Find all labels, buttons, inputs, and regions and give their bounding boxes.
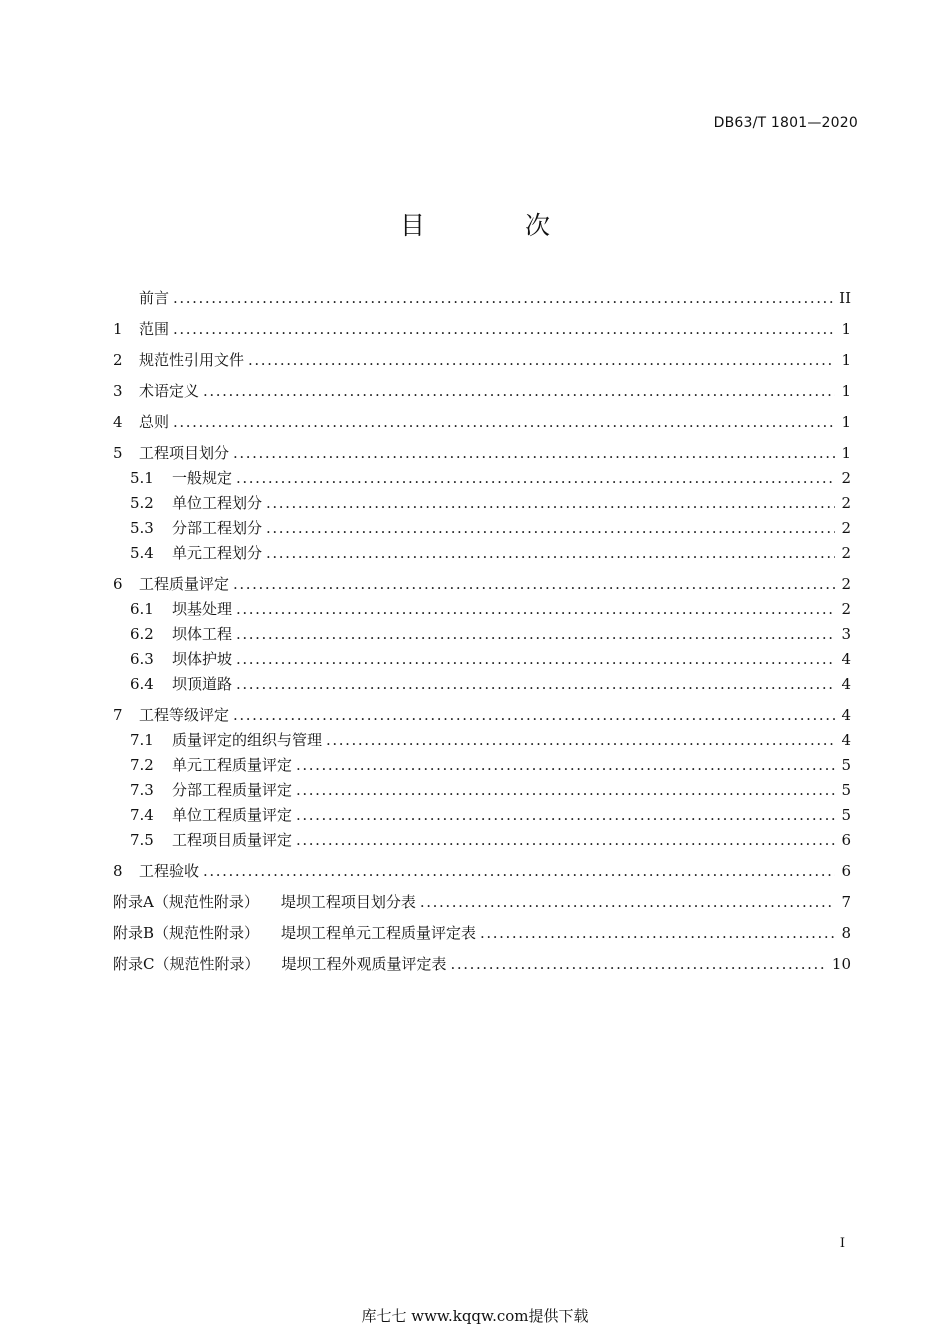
toc-entry-number: 3 <box>113 382 123 400</box>
toc-dot-leader <box>236 622 835 647</box>
toc-entry-number: 5.4 <box>130 544 154 562</box>
toc-entry-number: 7.2 <box>130 756 154 774</box>
toc-entry[interactable] <box>113 647 851 672</box>
toc-entry[interactable] <box>113 703 851 728</box>
toc-entry-label: 工程等级评定 <box>139 706 230 724</box>
toc-entry-label: 工程验收 <box>139 862 200 880</box>
toc-entry-number: 5.1 <box>130 469 154 487</box>
toc-entry-label: 分部工程质量评定 <box>172 781 293 799</box>
toc-title: 目 次 <box>400 211 596 240</box>
toc-entry-number: 7.5 <box>130 831 154 849</box>
toc-entry-page: II <box>839 289 851 307</box>
toc-entry-page: 4 <box>841 650 851 668</box>
toc-dot-leader <box>296 828 835 853</box>
toc-entry-label: 分部工程划分 <box>172 519 263 537</box>
toc-entry-label: 前言 <box>139 289 170 307</box>
footer-download-note: 库七七 www.kqqw.com提供下载 <box>361 1307 589 1325</box>
toc-entry[interactable] <box>113 286 851 311</box>
toc-entry-number: 6.2 <box>130 625 154 643</box>
toc-entry-page: 2 <box>841 544 851 562</box>
toc-entry-label: 堤坝工程外观质量评定表 <box>281 955 447 973</box>
toc-entry-page: 2 <box>841 600 851 618</box>
toc-entry-label: 堤坝工程项目划分表 <box>280 893 416 911</box>
toc-entry-label: 工程质量评定 <box>139 575 230 593</box>
toc-entry-number: 6.3 <box>130 650 154 668</box>
toc-dot-leader <box>203 859 835 884</box>
toc-entry[interactable] <box>113 803 851 828</box>
toc-entry[interactable] <box>113 672 851 697</box>
toc-entry-page: 5 <box>841 806 851 824</box>
toc-entry-label: 坝顶道路 <box>172 675 233 693</box>
toc-entry-label: 坝体工程 <box>172 625 233 643</box>
toc-entry-number: 5 <box>113 444 123 462</box>
toc-dot-leader <box>236 647 835 672</box>
toc-entry[interactable] <box>113 317 851 342</box>
toc-entry-number: 6 <box>113 575 123 593</box>
toc-dot-leader <box>266 516 835 541</box>
toc-entry[interactable] <box>113 516 851 541</box>
toc-entry-label: 单元工程质量评定 <box>172 756 293 774</box>
toc-entry-page: 1 <box>841 444 851 462</box>
toc-dot-leader <box>173 286 833 311</box>
toc-entry-page: 4 <box>841 675 851 693</box>
toc-dot-leader <box>233 703 835 728</box>
toc-entry-number: 6.1 <box>130 600 154 618</box>
toc-entry-number: 5.3 <box>130 519 154 537</box>
toc-entry-label: 单位工程划分 <box>172 494 263 512</box>
toc-entry-label: 单元工程划分 <box>172 544 263 562</box>
toc-entry-label: 工程项目划分 <box>139 444 230 462</box>
toc-entry-page: 2 <box>841 519 851 537</box>
toc-dot-leader <box>420 890 835 915</box>
toc-entry[interactable] <box>113 828 851 853</box>
toc-entry[interactable] <box>113 466 851 491</box>
table-of-contents <box>113 286 851 977</box>
toc-dot-leader <box>233 441 835 466</box>
toc-entry-page: 2 <box>841 494 851 512</box>
toc-entry-page: 4 <box>841 731 851 749</box>
toc-entry-page: 1 <box>841 351 851 369</box>
toc-entry-number: 1 <box>113 320 123 338</box>
toc-entry-number: 7 <box>113 706 123 724</box>
toc-dot-leader <box>173 410 835 435</box>
toc-dot-leader <box>203 379 835 404</box>
toc-entry-number: 5.2 <box>130 494 154 512</box>
toc-entry-number: 附录A（规范性附录） <box>113 893 259 911</box>
toc-dot-leader <box>236 466 835 491</box>
toc-entry-number: 2 <box>113 351 123 369</box>
toc-entry[interactable] <box>113 952 851 977</box>
toc-entry-label: 规范性引用文件 <box>139 351 245 369</box>
toc-entry-number: 4 <box>113 413 123 431</box>
toc-entry-page: 1 <box>841 413 851 431</box>
toc-entry-page: 3 <box>841 625 851 643</box>
toc-dot-leader <box>296 803 835 828</box>
toc-entry-number: 7.1 <box>130 731 154 749</box>
toc-entry-number: 附录C（规范性附录） <box>113 955 260 973</box>
toc-dot-leader <box>326 728 835 753</box>
toc-entry[interactable] <box>113 921 851 946</box>
toc-dot-leader <box>236 672 835 697</box>
toc-entry-label: 单位工程质量评定 <box>172 806 293 824</box>
toc-dot-leader <box>233 572 835 597</box>
toc-entry[interactable] <box>113 753 851 778</box>
toc-entry[interactable] <box>113 410 851 435</box>
toc-entry[interactable] <box>113 379 851 404</box>
toc-entry-page: 7 <box>841 893 851 911</box>
toc-entry-label: 堤坝工程单元工程质量评定表 <box>281 924 477 942</box>
toc-entry-number: 7.3 <box>130 781 154 799</box>
toc-entry-page: 6 <box>841 862 851 880</box>
toc-entry[interactable] <box>113 728 851 753</box>
toc-dot-leader <box>296 778 835 803</box>
toc-dot-leader <box>296 753 835 778</box>
toc-entry-page: 1 <box>841 382 851 400</box>
toc-entry-label: 坝基处理 <box>172 600 233 618</box>
toc-entry-label: 坝体护坡 <box>172 650 233 668</box>
toc-entry-label: 总则 <box>139 413 170 431</box>
toc-entry-page: 1 <box>841 320 851 338</box>
toc-entry-label: 范围 <box>139 320 170 338</box>
toc-entry-page: 6 <box>841 831 851 849</box>
toc-entry-page: 5 <box>841 781 851 799</box>
toc-entry-number: 8 <box>113 862 123 880</box>
toc-entry-page: 5 <box>841 756 851 774</box>
toc-dot-leader <box>248 348 835 373</box>
toc-dot-leader <box>173 317 835 342</box>
toc-dot-leader <box>480 921 835 946</box>
toc-entry-page: 8 <box>841 924 851 942</box>
toc-entry[interactable] <box>113 890 851 915</box>
toc-entry[interactable] <box>113 348 851 373</box>
toc-dot-leader <box>266 541 835 566</box>
page-number: I <box>839 1236 845 1251</box>
toc-entry-page: 2 <box>841 575 851 593</box>
toc-entry[interactable] <box>113 572 851 597</box>
toc-entry-page: 2 <box>841 469 851 487</box>
toc-entry[interactable] <box>113 491 851 516</box>
toc-entry-label: 工程项目质量评定 <box>172 831 293 849</box>
toc-entry-number: 7.4 <box>130 806 154 824</box>
toc-entry-label: 一般规定 <box>172 469 233 487</box>
toc-dot-leader <box>266 491 835 516</box>
toc-entry[interactable] <box>113 622 851 647</box>
toc-entry-number: 6.4 <box>130 675 154 693</box>
toc-entry[interactable] <box>113 597 851 622</box>
toc-entry-label: 质量评定的组织与管理 <box>172 731 323 749</box>
toc-entry-label: 术语定义 <box>139 382 200 400</box>
toc-entry[interactable] <box>113 541 851 566</box>
document-code: DB63/T 1801—2020 <box>713 115 858 131</box>
toc-dot-leader <box>236 597 835 622</box>
toc-dot-leader <box>451 952 826 977</box>
toc-entry[interactable] <box>113 778 851 803</box>
toc-entry-page: 10 <box>831 955 851 973</box>
toc-entry-page: 4 <box>841 706 851 724</box>
toc-entry[interactable] <box>113 859 851 884</box>
toc-entry[interactable] <box>113 441 851 466</box>
toc-entry-number: 附录B（规范性附录） <box>113 924 260 942</box>
